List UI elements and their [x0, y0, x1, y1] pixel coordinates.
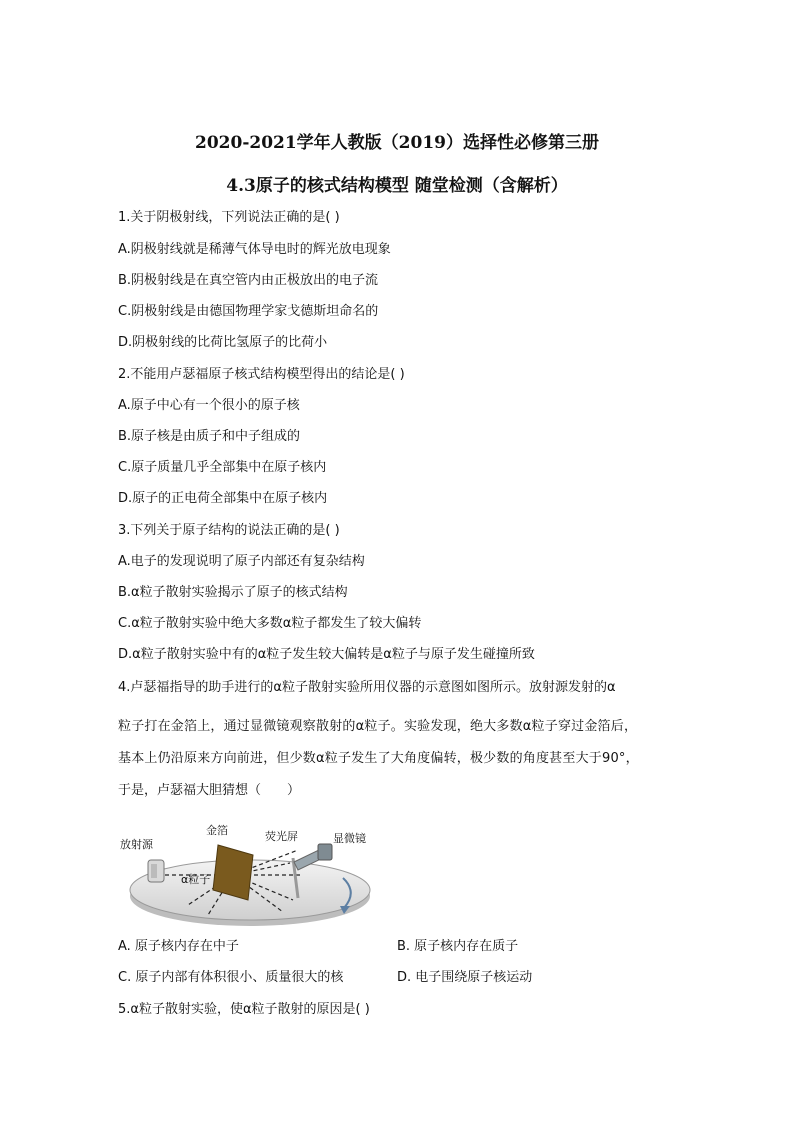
label-screen: 荧光屏 [265, 830, 298, 843]
q4-stem-line3: 基本上仍沿原来方向前进，但少数α粒子发生了大角度偏转，极少数的角度甚至大于90°， [118, 751, 639, 766]
q3-stem: 3.下列关于原子结构的说法正确的是( ) [118, 523, 340, 538]
q2-option-a: A.原子中心有一个很小的原子核 [118, 398, 300, 413]
gold-foil-icon [213, 845, 253, 900]
q1-option-a: A.阴极射线就是稀薄气体导电时的辉光放电现象 [118, 242, 391, 257]
q3-option-c: C.α粒子散射实验中绝大多数α粒子都发生了较大偏转 [118, 616, 422, 631]
source-icon [148, 860, 164, 882]
q4-option-c: C. 原子内部有体积很小、质量很大的核 [118, 970, 344, 985]
q2-option-b: B.原子核是由质子和中子组成的 [118, 429, 301, 444]
label-source: 放射源 [120, 838, 153, 851]
q3-option-a: A.电子的发现说明了原子内部还有复杂结构 [118, 554, 365, 569]
q4-stem-line2: 粒子打在金箔上，通过显微镜观察散射的α粒子。实验发现，绝大多数α粒子穿过金箔后， [118, 719, 638, 734]
q4-stem-line1: 4.卢瑟福指导的助手进行的α粒子散射实验所用仪器的示意图如图所示。放射源发射的α [118, 680, 616, 695]
q3-option-b: B.α粒子散射实验揭示了原子的核式结构 [118, 585, 348, 600]
q2-option-d: D.原子的正电荷全部集中在原子核内 [118, 491, 328, 506]
q1-option-b: B.阴极射线是在真空管内由正极放出的电子流 [118, 273, 379, 288]
alpha-scattering-figure [118, 820, 378, 935]
q1-option-c: C.阴极射线是由德国物理学家戈德斯坦命名的 [118, 304, 379, 319]
label-microscope: 显微镜 [333, 832, 366, 845]
q2-stem: 2.不能用卢瑟福原子核式结构模型得出的结论是( ) [118, 367, 405, 382]
q5-stem: 5.α粒子散射实验，使α粒子散射的原因是( ) [118, 1002, 370, 1017]
page-title: 2020-2021学年人教版（2019）选择性必修第三册 [195, 133, 599, 153]
q1-stem: 1.关于阴极射线，下列说法正确的是( ) [118, 210, 340, 225]
page-subtitle: 4.3原子的核式结构模型 随堂检测（含解析） [226, 176, 568, 196]
q4-option-b: B. 原子核内存在质子 [397, 939, 519, 954]
q3-option-d: D.α粒子散射实验中有的α粒子发生较大偏转是α粒子与原子发生碰撞所致 [118, 647, 535, 662]
q4-option-d: D. 电子围绕原子核运动 [397, 970, 533, 985]
q1-option-d: D.阴极射线的比荷比氢原子的比荷小 [118, 335, 328, 350]
label-alpha: α粒子 [181, 873, 211, 886]
q4-option-a: A. 原子核内存在中子 [118, 939, 239, 954]
label-foil: 金箔 [206, 824, 228, 837]
q4-stem-line4: 于是，卢瑟福大胆猜想（ ） [118, 783, 301, 798]
q2-option-c: C.原子质量几乎全部集中在原子核内 [118, 460, 327, 475]
